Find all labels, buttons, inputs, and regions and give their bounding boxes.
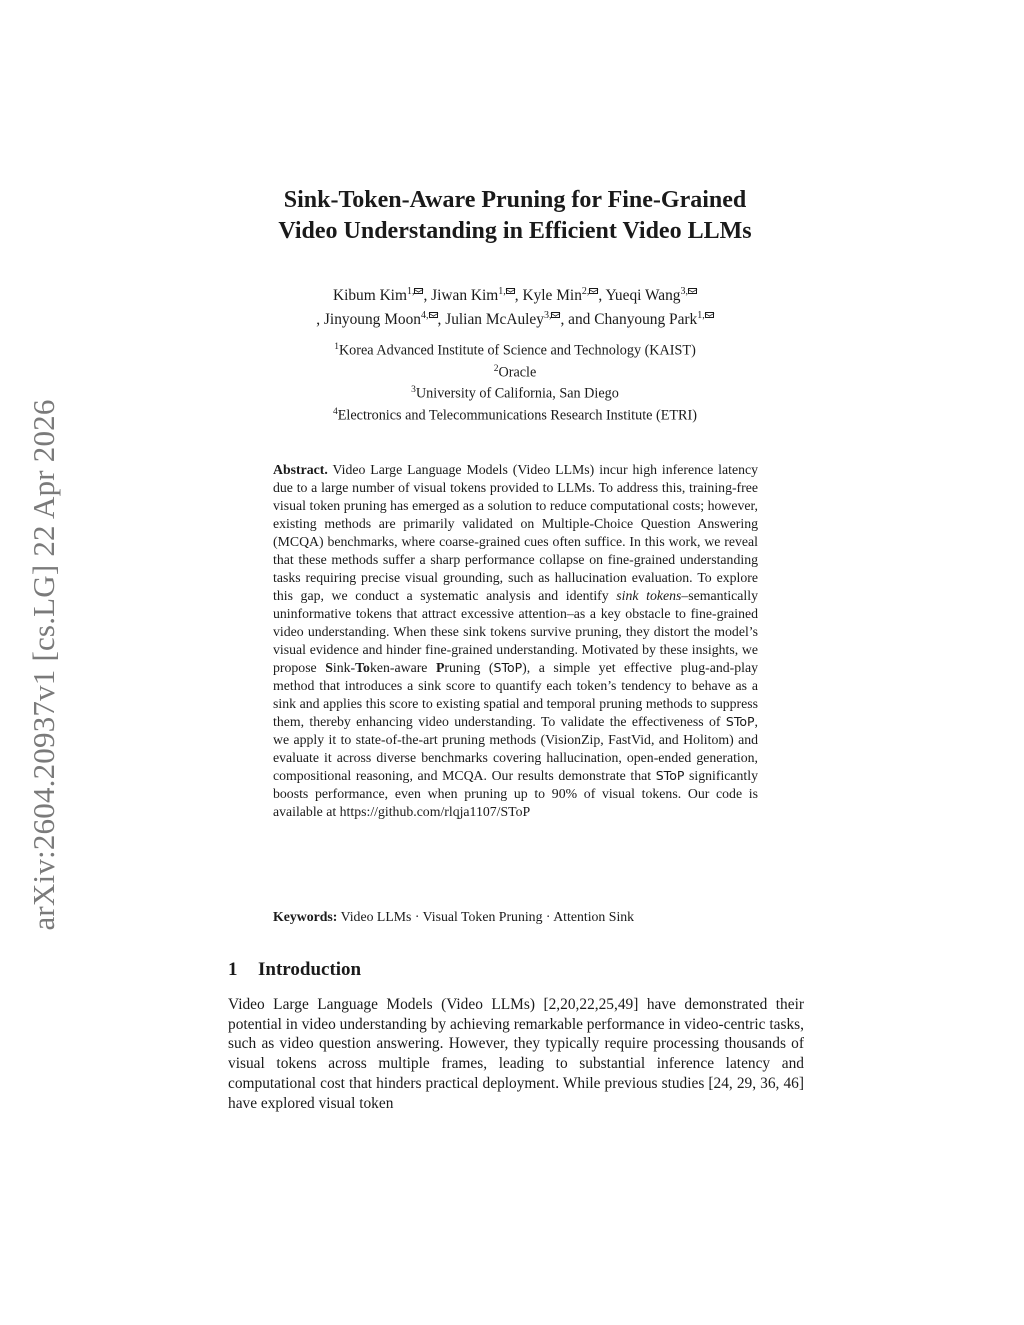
paper-title-line-2: Video Understanding in Efficient Video LLMs — [278, 218, 752, 244]
email-icon — [589, 288, 598, 294]
email-icon — [688, 288, 697, 294]
email-icon — [506, 288, 515, 294]
author-name: Julian McAuley — [445, 311, 544, 329]
abstract-text: ink- — [332, 660, 356, 675]
author-name: Yueqi Wang — [605, 287, 681, 305]
abstract-label: Abstract. — [273, 462, 328, 477]
abstract-text: ), a simple yet effective plug-and-play method that introduces a sink score to quantify each token’s tendency to behave as a sink and applies this score to existing spatial and temporal pruning methods to suppress them, thereby enhancing video understanding. To validate the effectiveness of — [273, 660, 758, 729]
author-affil-sup: 1, — [498, 286, 515, 297]
abstract-text: runing ( — [444, 660, 494, 675]
author-line-2 — [230, 306, 800, 330]
affiliation-number: 3 — [411, 385, 416, 396]
abstract-text: –semantically uninformative tokens that attract excessive attention–as a key obstacle to fine-grained video understanding. When these sink tokens survive pruning, they distort the model’s visual evidence and hinder fine-grained understanding. Motivated by these insights, we propose — [273, 588, 758, 675]
keywords-text: Video LLMs · Visual Token Pruning · Attention Sink — [337, 909, 635, 924]
author-name: , Jinyoung Moon — [316, 311, 421, 329]
author-affil-sup: 4, — [421, 310, 438, 321]
method-name-initial: To — [355, 660, 370, 675]
author-separator: , — [437, 311, 446, 329]
author-affil-sup: 3, — [681, 286, 698, 297]
affiliation-number: 1 — [334, 342, 339, 352]
author-name: Kibum Kim — [332, 287, 407, 305]
method-name: SToP — [725, 714, 755, 729]
keywords — [273, 908, 758, 926]
author-separator: , — [514, 287, 523, 305]
author-name: Kyle Min — [522, 287, 582, 305]
section-title: Introduction — [258, 959, 362, 980]
abstract-text: Video Large Language Models (Video LLMs) incur high inference latency due to a large number of visual tokens provided to LLMs. To address this, training-free visual token pruning has emerged as a solution to reduce computational costs; however, existing methods are primarily validated on Multiple-Choice Question Answering (MCQA) benchmarks, where coarse-grained cues often suffice. In this work, we reveal that these methods suffer a sharp performance collapse on fine-grained understanding tasks requiring precise visual grounding, such as hallucination evaluation. To explore this gap, we conduct a systematic analysis and identify — [273, 462, 758, 603]
author-line-1 — [230, 282, 800, 306]
affiliation-item — [230, 381, 800, 403]
arxiv-identifier — [28, 370, 60, 960]
author-separator: , — [598, 287, 606, 305]
author-affil-sup: 1, — [697, 310, 714, 321]
method-name: SToP — [655, 768, 685, 783]
abstract-text: , we apply it to state-of-the-art pruning methods (VisionZip, FastVid, and Holitom) and evaluate it across diverse benchmarks covering hallucination, open-ended generation, compositional reasoning, and MCQA. Our results demonstrate that — [273, 714, 758, 783]
paper-title-line-1: Sink-Token-Aware Pruning for Fine-Grained — [283, 187, 747, 213]
introduction-paragraph: Video Large Language Models (Video LLMs) [2,20,22,25,49] have demonstrated their potential in video understanding by achieving remarkable performance in video-centric tasks, such as video question answering. However, they typically require processing thousands of visual tokens across multiple frames, leading to substantial inference latency and computational cost that hinders practical deployment. While previous studies [24, 29, 36, 46] have explored visual token — [228, 996, 804, 1112]
section-number: 1 — [228, 959, 238, 980]
method-name-initial: P — [435, 660, 445, 675]
email-icon — [429, 312, 438, 318]
affiliation-item — [230, 403, 800, 425]
affiliation-number: 4 — [333, 407, 338, 418]
author-list — [230, 282, 800, 330]
author-affil-sup: 2, — [582, 286, 599, 297]
affiliation-text: Electronics and Telecommunications Research Institute (ETRI) — [337, 407, 697, 424]
author-name: Jiwan Kim — [431, 287, 499, 305]
author-affil-sup: 3, — [544, 310, 561, 321]
section-heading — [228, 958, 361, 982]
author-name: Chanyoung Park — [594, 311, 698, 329]
author-separator: , — [423, 287, 432, 305]
arxiv-identifier-text: arXiv:2604.20937v1 [cs.LG] 22 Apr 2026 — [26, 399, 61, 931]
method-name-initial: S — [325, 660, 333, 675]
abstract-emphasis: sink tokens — [616, 588, 682, 603]
affiliation-number: 2 — [493, 363, 499, 374]
author-separator: , and — [560, 311, 595, 329]
paper-title — [230, 185, 800, 247]
abstract — [273, 461, 758, 821]
author-affil-sup: 1, — [407, 286, 424, 297]
affiliation-item — [230, 338, 800, 360]
method-name: SToP — [493, 660, 523, 675]
email-icon — [705, 312, 714, 318]
affiliation-text: Oracle — [498, 364, 537, 381]
email-icon — [551, 312, 560, 318]
affiliation-text: University of California, San Diego — [415, 386, 619, 403]
affiliation-text: Korea Advanced Institute of Science and Technology (KAIST) — [338, 342, 696, 359]
affiliation-item — [230, 360, 800, 382]
abstract-text: ken-aware — [369, 660, 436, 675]
affiliation-list — [230, 338, 800, 425]
abstract-text: significantly boosts performance, even when pruning up to 90% of visual tokens. Our code is available at https://github.com/rlqja1107/SToP — [273, 768, 759, 819]
email-icon — [414, 288, 423, 294]
keywords-label: Keywords: — [273, 909, 338, 924]
